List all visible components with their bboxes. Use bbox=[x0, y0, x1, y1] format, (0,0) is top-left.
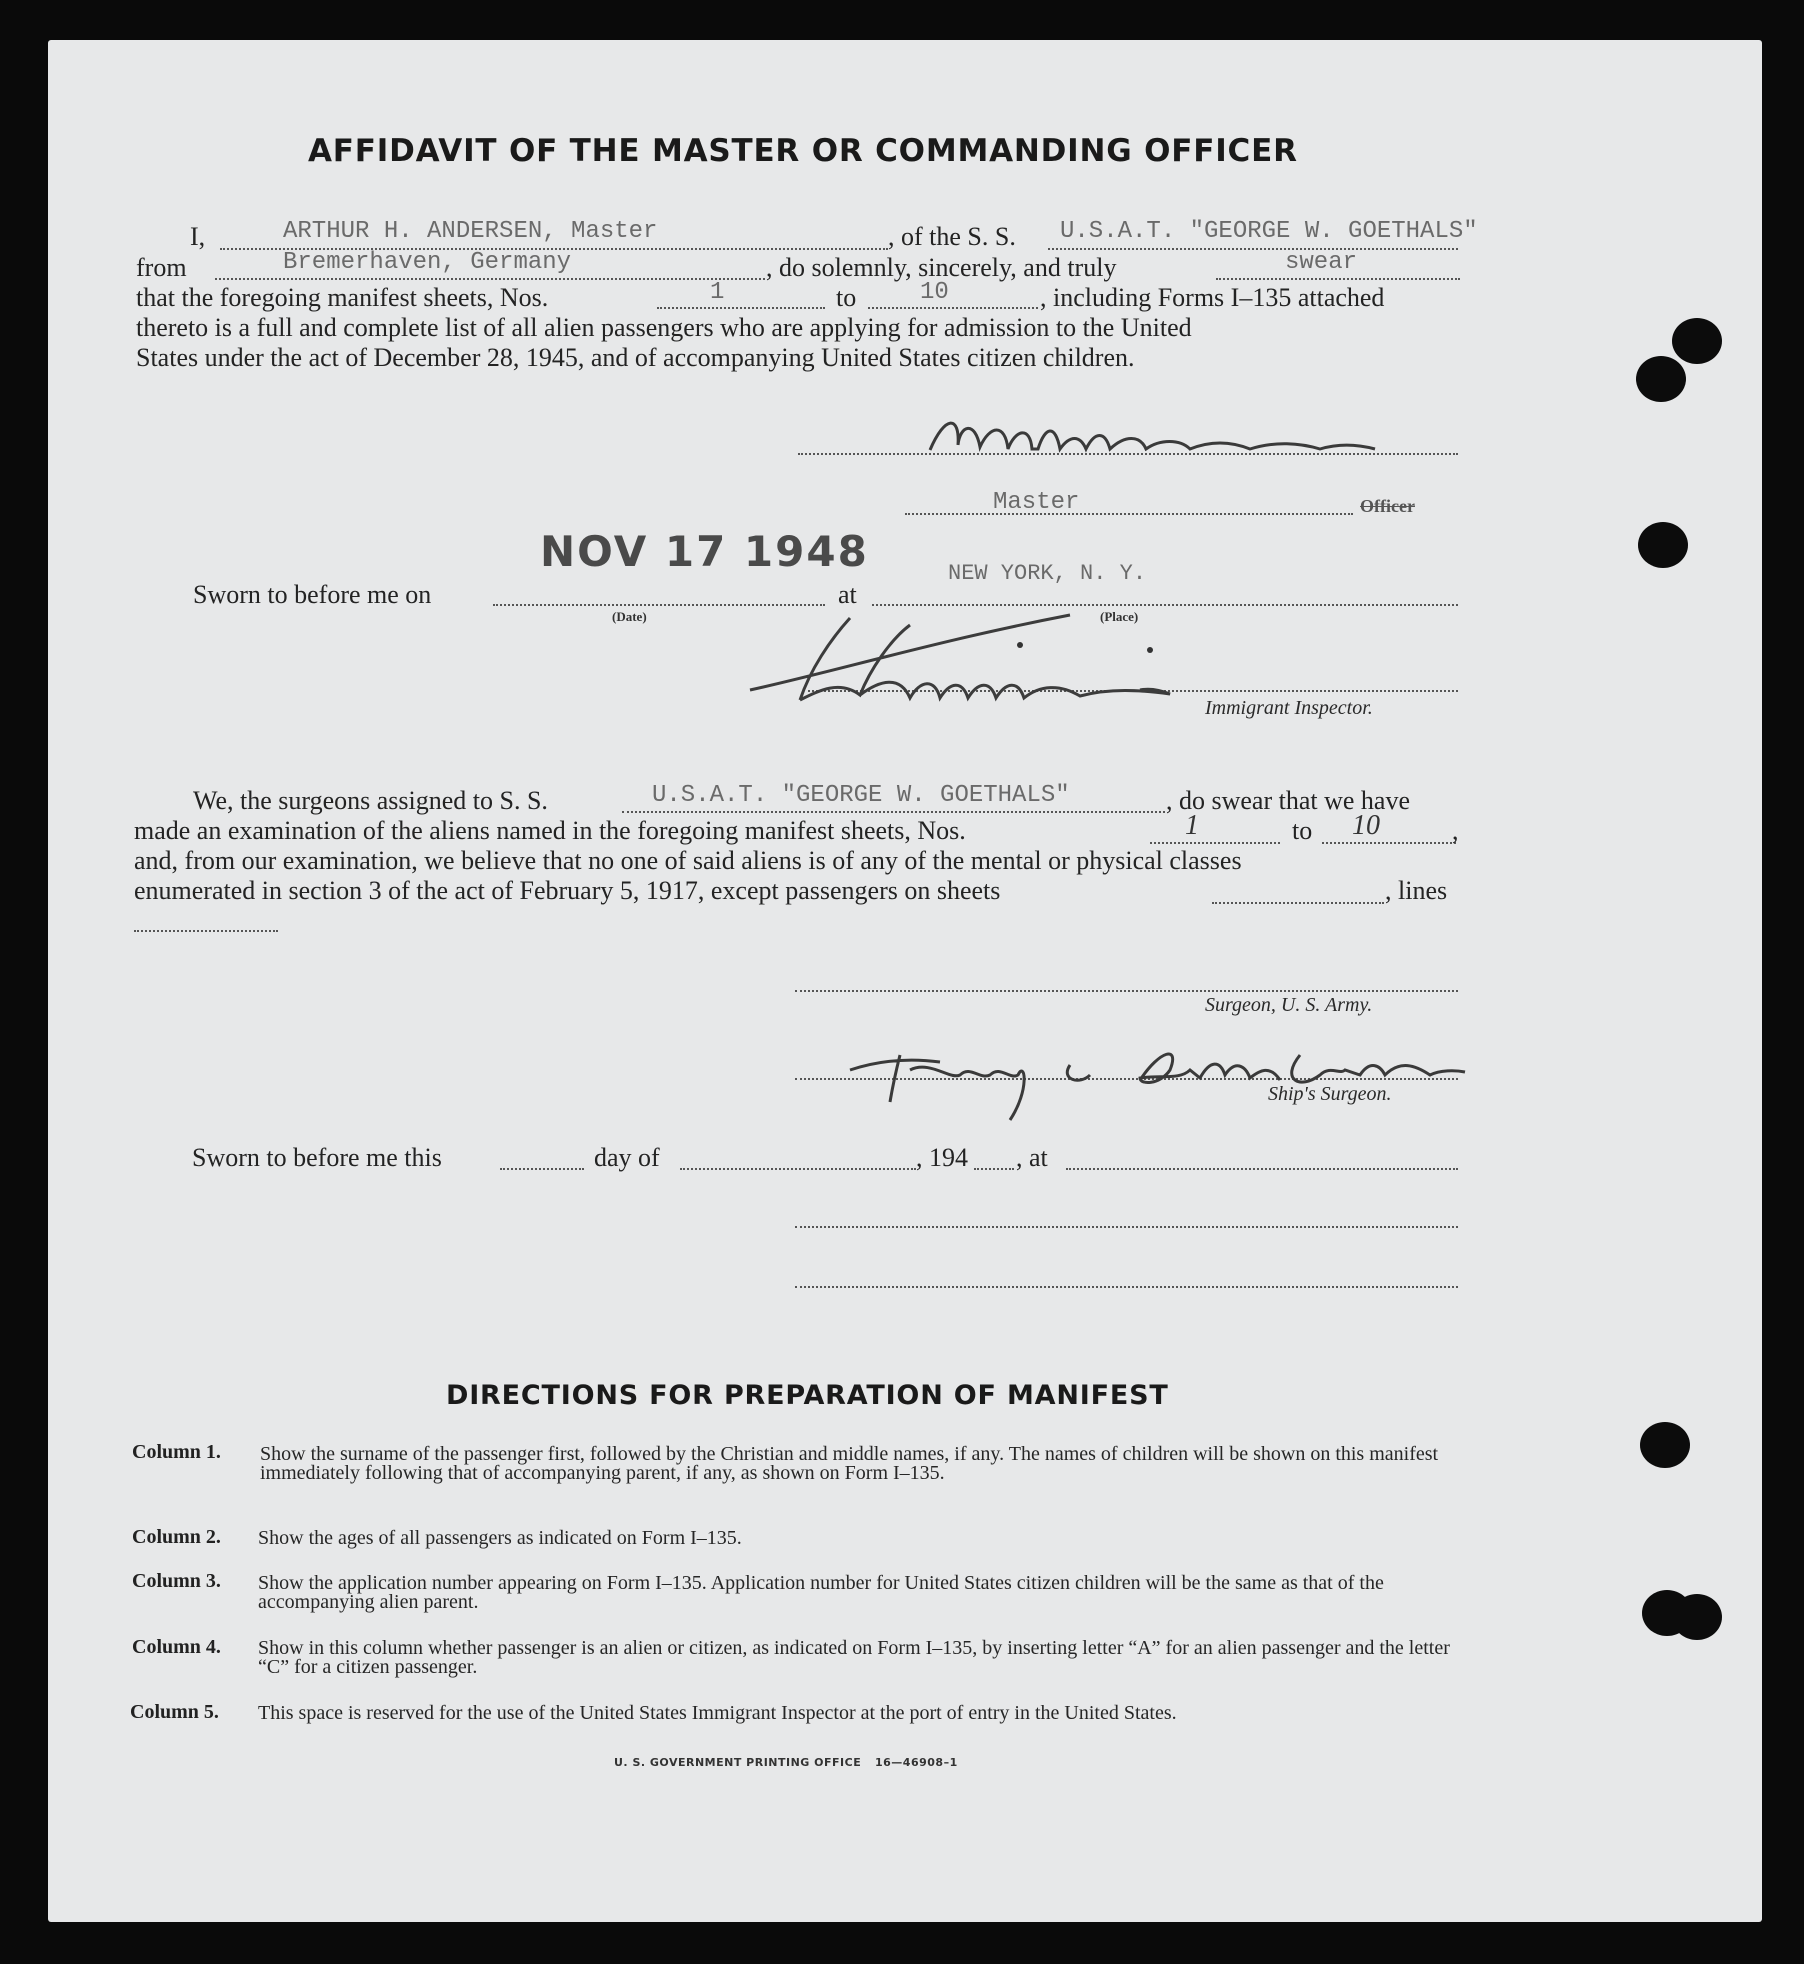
signer-title-value: Master bbox=[993, 489, 1080, 516]
officer-word: Officer bbox=[1360, 496, 1415, 516]
from-port-value: Bremerhaven, Germany bbox=[283, 249, 572, 276]
directions-title: DIRECTIONS FOR PREPARATION OF MANIFEST bbox=[446, 1380, 1169, 1411]
direction-label: Column 2. bbox=[132, 1526, 221, 1548]
master-signature bbox=[920, 405, 1460, 465]
comma: , bbox=[1452, 816, 1459, 845]
text-of-ss: , of the S. S. bbox=[888, 222, 1016, 251]
sworn-at-text: , at bbox=[1016, 1143, 1048, 1172]
date-stamp: NOV 17 1948 bbox=[540, 527, 869, 576]
text-manifest-nos: that the foregoing manifest sheets, Nos. bbox=[136, 283, 549, 312]
surgeons-text-4b: , lines bbox=[1385, 876, 1448, 905]
place-caption: (Place) bbox=[1100, 609, 1139, 624]
punch-hole bbox=[1672, 1594, 1722, 1640]
lines-value-line bbox=[134, 930, 278, 932]
surgeons-text-3: and, from our examination, we believe that no one of said aliens is of any of the mental or physical classes bbox=[134, 846, 1242, 875]
officer-signature-line-1 bbox=[795, 1226, 1458, 1228]
direction-text: This space is reserved for the use of the United States Immigrant Inspector at the port of entry in the United States. bbox=[258, 1702, 1177, 1724]
sworn-label: Sworn to before me on bbox=[193, 580, 432, 609]
surgeons-text-1b: , do swear that we have bbox=[1166, 786, 1411, 815]
surgeons-sheet-to-line bbox=[1322, 842, 1456, 844]
from-port-line bbox=[215, 278, 765, 280]
sheet-to-line bbox=[868, 307, 1038, 309]
sworn-year-text: , 194 bbox=[916, 1143, 968, 1172]
ship-name-value: U.S.A.T. "GEORGE W. GOETHALS" bbox=[1060, 218, 1478, 245]
form-number: 16—46908–1 bbox=[875, 1756, 958, 1769]
punch-hole bbox=[1640, 1422, 1690, 1468]
surgeons-ship-value: U.S.A.T. "GEORGE W. GOETHALS" bbox=[652, 782, 1070, 809]
place-line bbox=[872, 604, 1458, 606]
direction-label: Column 1. bbox=[132, 1441, 221, 1463]
direction-text: Show the application number appearing on Form I–135. Application number for United States citizen children will be the same as that of the accompanying alien parent. bbox=[258, 1572, 1384, 1613]
master-name-value: ARTHUR H. ANDERSEN, Master bbox=[283, 218, 658, 245]
army-surgeon-line bbox=[795, 990, 1458, 992]
punch-hole bbox=[1638, 522, 1688, 568]
sworn-this-text: Sworn to before me this bbox=[192, 1143, 442, 1172]
direction-text: Show in this column whether passenger is an alien or citizen, as indicated on Form I–135, by inserting letter “A” for an alien passenger and the letter “C” for a citizen passenger. bbox=[258, 1637, 1450, 1678]
punch-hole bbox=[1636, 356, 1686, 402]
text-solemnly: , do solemnly, sincerely, and truly bbox=[766, 253, 1117, 282]
direction-label: Column 5. bbox=[130, 1701, 219, 1723]
sheet-to-value: 10 bbox=[920, 279, 949, 306]
direction-text: Show the ages of all passengers as indicated on Form I–135. bbox=[258, 1527, 742, 1549]
surgeons-text-to: to bbox=[1292, 816, 1313, 845]
ship-name-line bbox=[1048, 248, 1458, 250]
army-surgeon-caption: Surgeon, U. S. Army. bbox=[1205, 994, 1373, 1016]
surgeons-text-4a: enumerated in section 3 of the act of February 5, 1917, except passengers on sheets bbox=[134, 876, 1001, 905]
surgeons-sheet-from-line bbox=[1150, 842, 1280, 844]
surgeons-sheet-from-value: 1 bbox=[1185, 810, 1199, 841]
surgeons-sheet-to-value: 10 bbox=[1352, 810, 1380, 841]
text-line5: States under the act of December 28, 1945, and of accompanying United States citizen children. bbox=[136, 343, 1135, 372]
surgeons-text-2a: made an examination of the aliens named in the foregoing manifest sheets, Nos. bbox=[134, 816, 966, 845]
date-caption: (Date) bbox=[612, 609, 647, 624]
signer-title-line bbox=[905, 513, 1353, 515]
swear-value: swear bbox=[1285, 249, 1358, 276]
text-from: from bbox=[136, 253, 187, 282]
text-forms-attached: , including Forms I–135 attached bbox=[1040, 283, 1385, 312]
officer-signature-line-2 bbox=[795, 1286, 1458, 1288]
surgeons-ship-line bbox=[622, 811, 1165, 813]
sworn-place-line bbox=[1066, 1168, 1458, 1170]
date-line bbox=[493, 604, 825, 606]
sheet-from-line bbox=[657, 307, 825, 309]
sworn-month-line bbox=[680, 1168, 916, 1170]
printer-footer: U. S. GOVERNMENT PRINTING OFFICE bbox=[614, 1756, 862, 1769]
affidavit-title: AFFIDAVIT OF THE MASTER OR COMMANDING OFFICER bbox=[308, 133, 1298, 169]
sworn-day-text: day of bbox=[594, 1143, 660, 1172]
ship-surgeon-signature bbox=[840, 1030, 1480, 1125]
direction-text: Show the surname of the passenger first, followed by the Christian and middle names, if any. The names of children will be shown on this manifest immediately following that of accompanying parent, if any, as shown on Form I–135. bbox=[260, 1443, 1439, 1484]
text-line4: thereto is a full and complete list of all alien passengers who are applying for admission to the United bbox=[136, 313, 1192, 342]
text-i: I, bbox=[190, 222, 206, 251]
inspector-caption: Immigrant Inspector. bbox=[1205, 697, 1373, 719]
except-sheets-line bbox=[1212, 902, 1384, 904]
place-value: NEW YORK, N. Y. bbox=[948, 561, 1147, 586]
punch-hole bbox=[1672, 318, 1722, 364]
sworn-day-line bbox=[500, 1168, 584, 1170]
text-to: to bbox=[836, 283, 857, 312]
at-label: at bbox=[838, 580, 857, 609]
direction-label: Column 3. bbox=[132, 1570, 221, 1592]
direction-label: Column 4. bbox=[132, 1636, 221, 1658]
surgeons-text-1a: We, the surgeons assigned to S. S. bbox=[193, 786, 548, 815]
ship-surgeon-caption: Ship's Surgeon. bbox=[1268, 1083, 1392, 1105]
swear-line bbox=[1216, 278, 1460, 280]
sheet-from-value: 1 bbox=[710, 279, 725, 306]
sworn-year-line bbox=[974, 1168, 1014, 1170]
